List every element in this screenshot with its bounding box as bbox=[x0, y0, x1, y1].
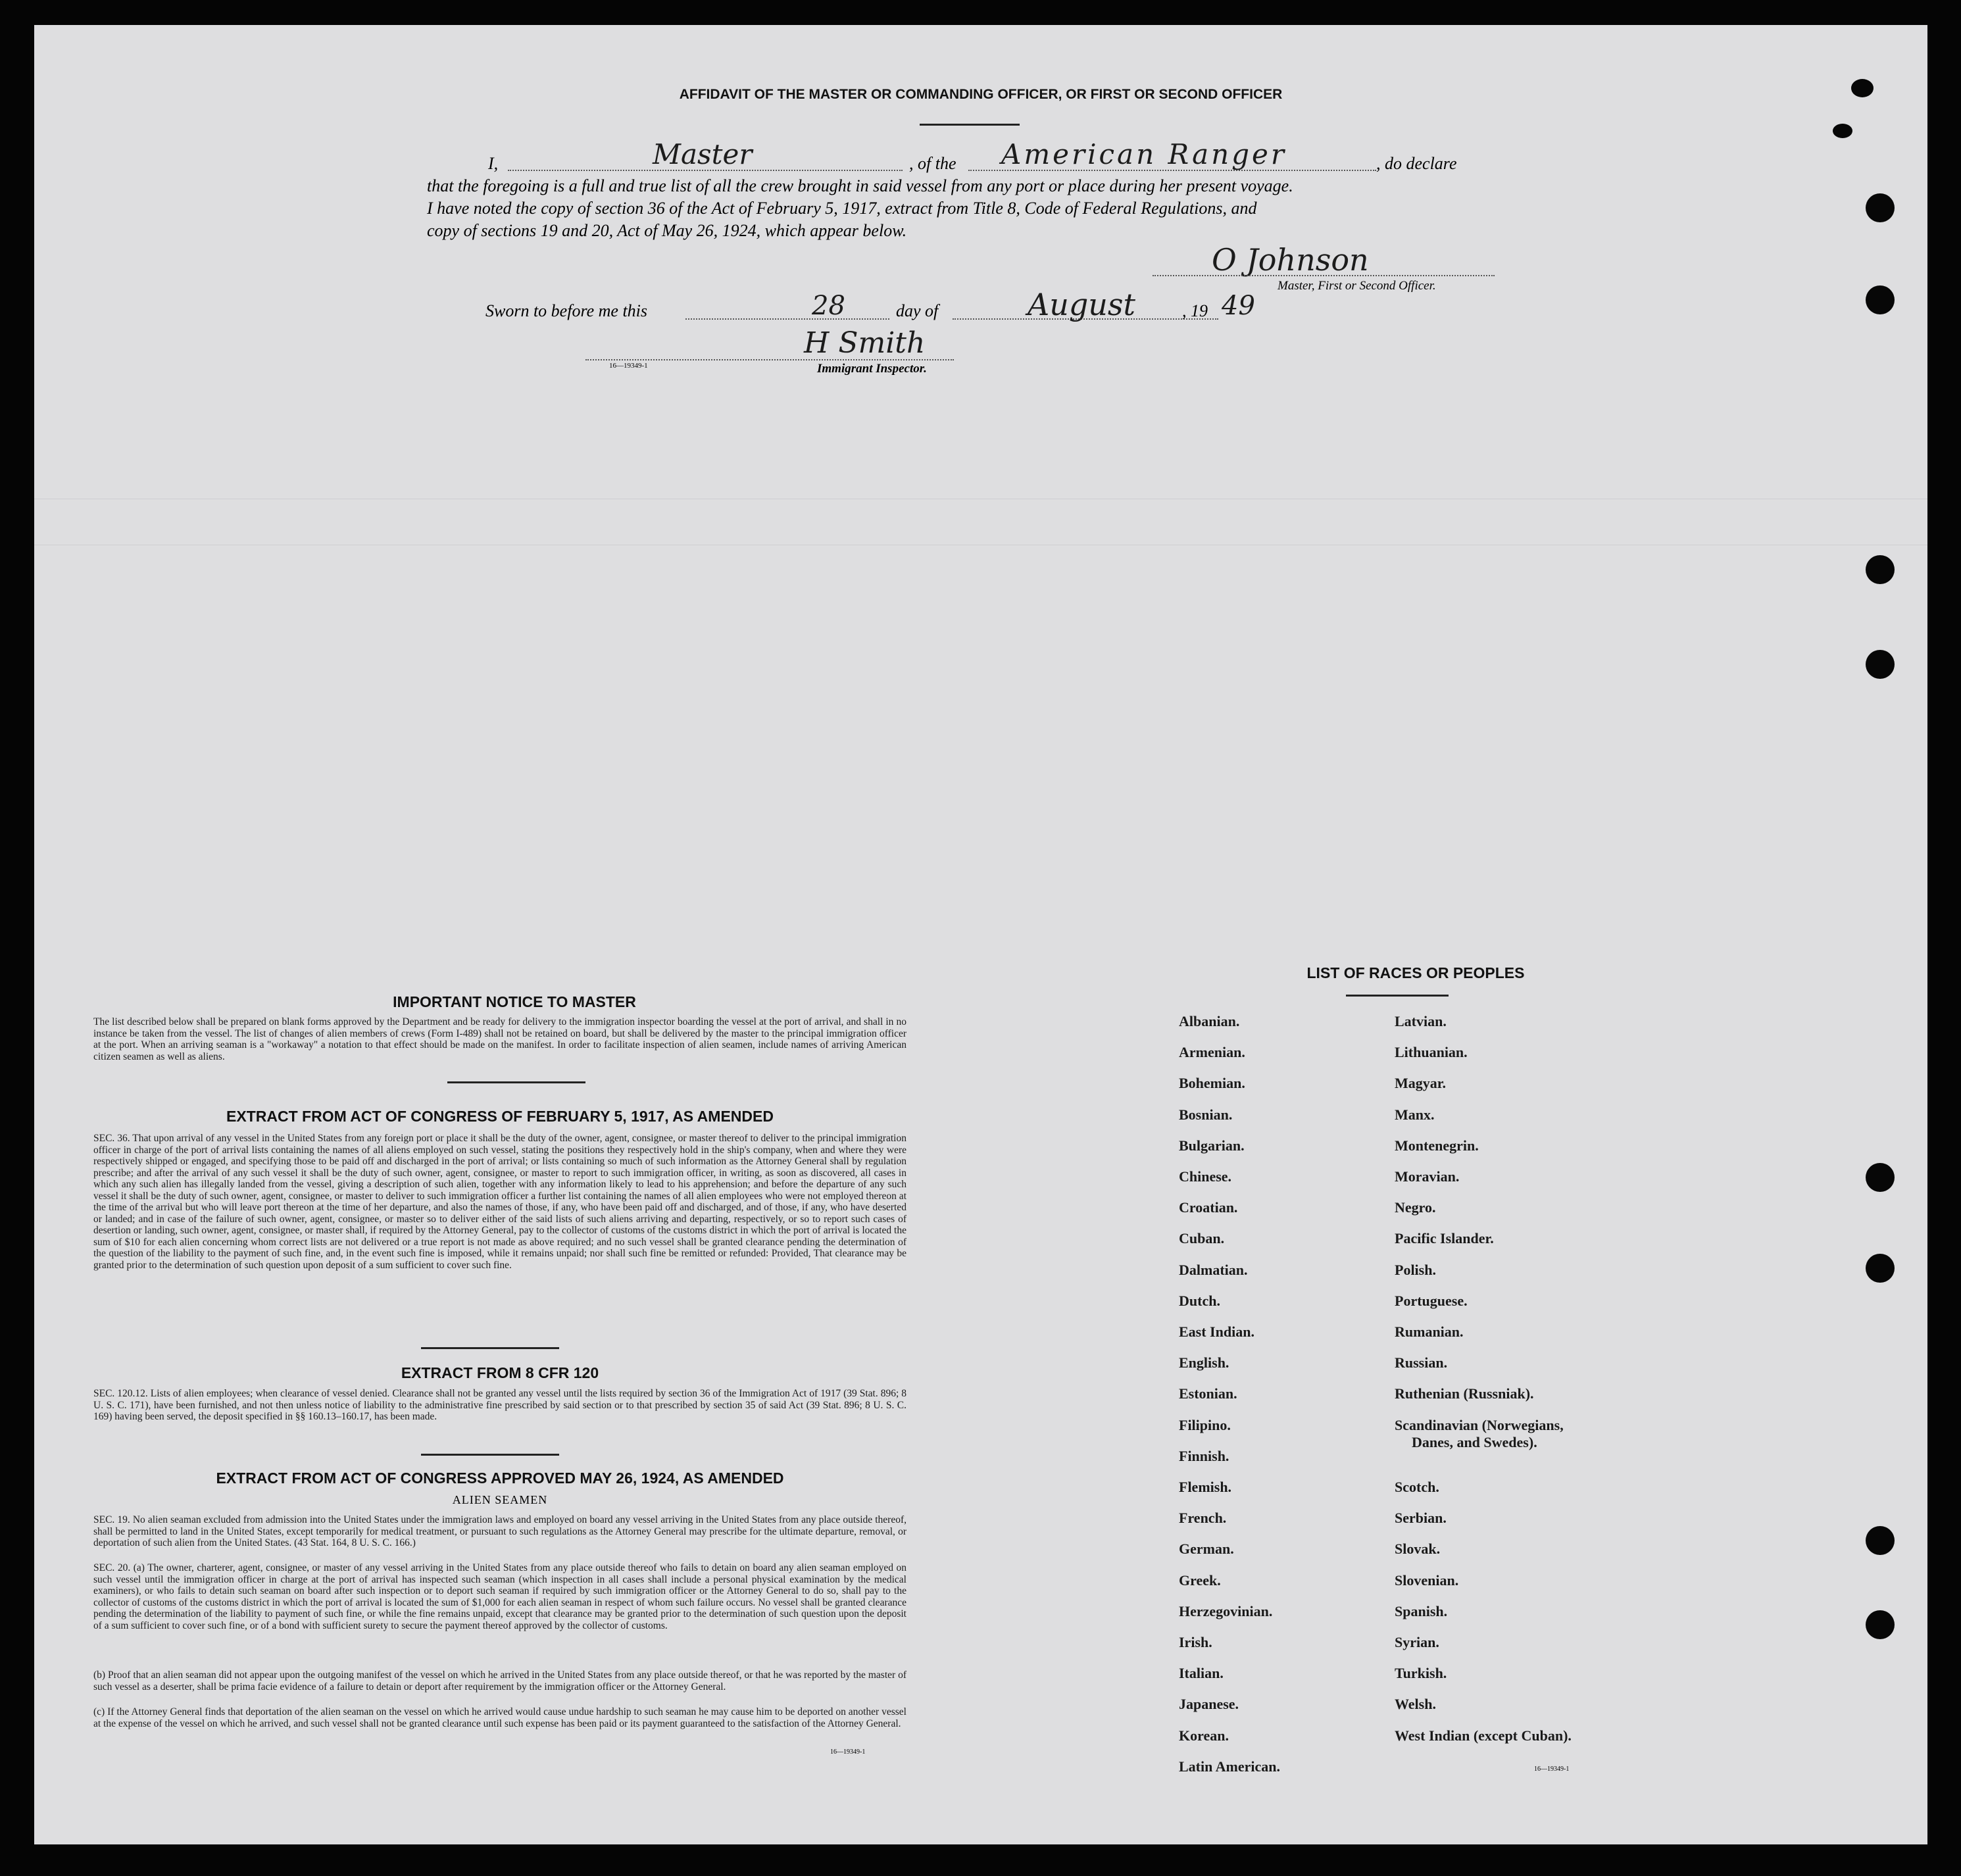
extract-1924-paragraph: (b) Proof that an alien seaman did not appear upon the outgoing manifest of the vessel on which he arrived in the United States from any place outside thereof, or that he was reported by the master of such vessel as a deserter, shall be prima facie evidence of a failure to detain or deport after requirement by the immigration officer or the Attorney General. bbox=[93, 1669, 906, 1692]
of-the-label: , of the bbox=[909, 154, 956, 173]
extract-1924-paragraph: SEC. 20. (a) The owner, charterer, agent, consignee, or master of any vessel arriving in the United States from any place outside thereof who fails to detain on board any alien seaman employed on such vessel until the immigration officer in charge at the port of arrival has inspected such seaman (which inspection in all cases shall include a personal physical examination by the medical examiners), or who fails to detain such seaman on board after such inspection or to deport such seaman if required by such immigration officer or the Attorney General to do so, shall pay to the collector of customs of the customs district in which the port of arrival is located the sum of $1,000 for each alien seaman in respect of whom such failure occurs. No vessel shall be granted clearance pending the determination of the liability to payment of such fine, or while the fine remains unpaid, except that clearance may be granted prior to the determination of such question upon the deposit of a sum sufficient to cover such fine, or of a bond with sufficient surety to secure the payment thereof approved by the collector of customs. bbox=[93, 1562, 906, 1631]
race-item: Armenian. bbox=[1179, 1044, 1245, 1061]
day-of-label: day of bbox=[896, 301, 939, 320]
race-item: Albanian. bbox=[1179, 1013, 1240, 1029]
extract-cfr-rule bbox=[421, 1454, 559, 1456]
extract-1917-title: EXTRACT FROM ACT OF CONGRESS OF FEBRUARY 5, 1917, AS AMENDED bbox=[226, 1108, 774, 1125]
race-item: Scandinavian (Norwegians, bbox=[1395, 1416, 1564, 1433]
title-rule bbox=[920, 124, 1020, 126]
race-item: Bohemian. bbox=[1179, 1075, 1245, 1092]
race-item: Flemish. bbox=[1179, 1479, 1232, 1495]
race-item: West Indian (except Cuban). bbox=[1395, 1727, 1572, 1744]
race-item: Slovak. bbox=[1395, 1541, 1441, 1558]
races-rule bbox=[1346, 995, 1449, 997]
race-item: Croatian. bbox=[1179, 1199, 1238, 1216]
sworn-day-line bbox=[685, 318, 889, 320]
race-item: Korean. bbox=[1179, 1727, 1229, 1744]
races-title: LIST OF RACES OR PEOPLES bbox=[1306, 964, 1525, 981]
race-item: Latin American. bbox=[1179, 1758, 1280, 1775]
punch-hole bbox=[1866, 1163, 1895, 1192]
race-item: Syrian. bbox=[1395, 1634, 1439, 1650]
race-item: Ruthenian (Russniak). bbox=[1395, 1385, 1534, 1402]
extract-cfr-text: SEC. 120.12. Lists of alien employees; when clearance of vessel denied. Clearance shall not be granted any vessel until the lists required by section 36 of the Immigration Act of 1917 (39 Stat. 896; 8 U. S. C. 171), have been furnished, and not then unless notice of liability to the administrative fine prescribed by said section or to that prescribed by section 35 of said Act (39 Stat. 896; 8 U. S. C. 169) having been served, the deposit specified in §§ 160.13–160.17, has been made. bbox=[93, 1388, 906, 1422]
affidavit-form-number: 16—19349-1 bbox=[609, 362, 648, 370]
punch-hole bbox=[1866, 1526, 1895, 1555]
punch-hole bbox=[1866, 1254, 1895, 1283]
sworn-month-handwriting: August bbox=[1028, 287, 1136, 322]
race-item: Moravian. bbox=[1395, 1168, 1460, 1185]
race-item: Lithuanian. bbox=[1395, 1044, 1468, 1061]
race-item: Russian. bbox=[1395, 1354, 1448, 1371]
punch-hole bbox=[1866, 285, 1895, 314]
race-item: Montenegrin. bbox=[1395, 1137, 1479, 1154]
race-item: Pacific Islander. bbox=[1395, 1230, 1494, 1247]
sworn-day-handwriting: 28 bbox=[812, 291, 845, 321]
extract-1924-title: EXTRACT FROM ACT OF CONGRESS APPROVED MAY 26, 1924, AS AMENDED bbox=[216, 1469, 784, 1487]
race-item: Scotch. bbox=[1395, 1479, 1439, 1495]
punch-hole bbox=[1866, 193, 1895, 222]
race-item: German. bbox=[1179, 1541, 1234, 1558]
affidavit-title: AFFIDAVIT OF THE MASTER OR COMMANDING OFFICER, OR FIRST OR SECOND OFFICER bbox=[679, 87, 1283, 102]
inspector-line bbox=[585, 359, 954, 360]
document-page bbox=[34, 25, 1927, 1844]
affidavit-line-3: I have noted the copy of section 36 of the Act of February 5, 1917, extract from Title 8, Code of Federal Regulations, and bbox=[427, 199, 1257, 218]
extract-form-number: 16—19349-1 bbox=[830, 1748, 866, 1756]
race-item: English. bbox=[1179, 1354, 1229, 1371]
race-item: Dalmatian. bbox=[1179, 1261, 1248, 1278]
race-item: Serbian. bbox=[1395, 1510, 1447, 1527]
race-item: Dutch. bbox=[1179, 1292, 1220, 1309]
race-item: Herzegovinian. bbox=[1179, 1602, 1273, 1619]
race-item: Bulgarian. bbox=[1179, 1137, 1245, 1154]
year-handwriting: 49 bbox=[1222, 291, 1255, 321]
race-item: Greek. bbox=[1179, 1571, 1221, 1589]
races-form-number: 16—19349-1 bbox=[1534, 1765, 1570, 1773]
punch-hole bbox=[1833, 124, 1852, 138]
extract-1917-rule bbox=[421, 1347, 559, 1349]
sworn-prefix: Sworn to before me this bbox=[485, 301, 648, 320]
race-item: French. bbox=[1179, 1510, 1227, 1527]
vessel-handwriting: American Ranger bbox=[1001, 138, 1287, 170]
race-item: Rumanian. bbox=[1395, 1323, 1464, 1340]
punch-hole bbox=[1866, 1610, 1895, 1639]
do-declare-label: , do declare bbox=[1376, 154, 1457, 173]
year-prefix: , 19 bbox=[1182, 301, 1208, 320]
race-item: Portuguese. bbox=[1395, 1292, 1468, 1309]
extract-1924-paragraph: (c) If the Attorney General finds that deportation of the alien seaman on the vessel on which he arrived would cause undue hardship to such seaman he may cause him to be deported on another vessel at the expense of the vessel on which he arrived, and such vessel shall not be granted clearance until such expense has been paid or its payment guaranteed to the satisfaction of the Attorney General. bbox=[93, 1706, 906, 1729]
race-item: Cuban. bbox=[1179, 1230, 1225, 1247]
officer-signature-line bbox=[1153, 275, 1495, 276]
officer-caption: Master, First or Second Officer. bbox=[1278, 279, 1436, 293]
race-item: Chinese. bbox=[1179, 1168, 1232, 1185]
race-item: Italian. bbox=[1179, 1665, 1224, 1682]
race-item: Estonian. bbox=[1179, 1385, 1237, 1402]
race-item: Danes, and Swedes). bbox=[1412, 1433, 1537, 1450]
affidavit-line-2: that the foregoing is a full and true list of all the crew brought in said vessel from any port or place during her present voyage. bbox=[427, 176, 1293, 195]
extract-1924-paragraph: SEC. 19. No alien seaman excluded from admission into the United States under the immigration laws and employed on board any vessel arriving in the United States from any place outside thereof, shall be permitted to land in the United States, except temporarily for medical treatment, or pursuant to such regulations as the Attorney General may prescribe for the ultimate departure, removal, or deportation of such alien from the United States. (43 Stat. 164, 8 U. S. C. 166.) bbox=[93, 1514, 906, 1548]
extract-1924-subtitle: ALIEN SEAMEN bbox=[452, 1493, 548, 1506]
extract-1917-text: SEC. 36. That upon arrival of any vessel in the United States from any foreign port or place it shall be the duty of the owner, agent, consignee, or master thereof to deliver to the principal immigration officer in charge of the port of arrival lists containing the names of all aliens employed on such vessel, stating the positions they respectively hold in the ship's company, when and where they were respectively shipped or engaged, and specifying those to be paid off and discharged in the port of arrival; or lists containing so much of such information as the Attorney General shall by regulation prescribe; and after the arrival of any such vessel it shall be the duty of such owner, agent, consignee, or master to report to such immigration officer, in writing, as soon as discovered, all cases in which any such alien has illegally landed from the vessel, giving a description of such alien, together with any information likely to lead to his apprehension; and before the departure of any such vessel it shall be the duty of such owner, agent, consignee, or master to deliver to such immigration officer a further list containing the names of all alien employees who were not employed thereon at the time of the arrival but who will leave port thereon at the time of her departure, and also the names of those, if any, who have been paid off and discharged, and of those, if any, who have deserted or landed; and in case of the failure of such owner, agent, consignee, or master so to deliver either of the said lists of such aliens arriving and departing, respectively, or so to report such cases of desertion or landing, such owner, agent, consignee, or master shall, if required by the Attorney General, pay to the collector of customs of the customs district in which the port of arrival is located the sum of $10 for each alien concerning whom correct lists are not delivered or a true report is not made as above required; and no such vessel shall be granted clearance pending the determination of the question of the liability to the payment of such fine, and, in the event such fine is imposed, while it remains unpaid; nor shall such fine be remitted or refunded: Provided, That clearance may be granted prior to the determination of such question upon deposit of a sum sufficient to cover such fine. bbox=[93, 1133, 906, 1271]
notice-title: IMPORTANT NOTICE TO MASTER bbox=[393, 993, 636, 1010]
extract-cfr-title: EXTRACT FROM 8 CFR 120 bbox=[401, 1364, 599, 1381]
race-item: Negro. bbox=[1395, 1199, 1436, 1216]
race-item: Spanish. bbox=[1395, 1602, 1448, 1619]
race-item: Turkish. bbox=[1395, 1665, 1447, 1682]
race-item: Magyar. bbox=[1395, 1075, 1447, 1092]
race-item: Slovenian. bbox=[1395, 1571, 1459, 1589]
race-item: Japanese. bbox=[1179, 1696, 1239, 1713]
race-item: Latvian. bbox=[1395, 1013, 1447, 1029]
race-item: Filipino. bbox=[1179, 1416, 1231, 1433]
declarant-handwriting: Master bbox=[653, 138, 753, 170]
race-item: Welsh. bbox=[1395, 1696, 1436, 1713]
race-item: Finnish. bbox=[1179, 1447, 1229, 1464]
punch-hole bbox=[1866, 555, 1895, 584]
punch-hole bbox=[1851, 79, 1874, 97]
race-item: Polish. bbox=[1395, 1261, 1436, 1278]
officer-signature: O Johnson bbox=[1212, 242, 1369, 278]
inspector-signature: H Smith bbox=[804, 326, 926, 360]
race-item: Bosnian. bbox=[1179, 1106, 1233, 1123]
i-prefix: I, bbox=[488, 154, 499, 173]
notice-text: The list described below shall be prepared on blank forms approved by the Department and be ready for delivery to the immigration inspector boarding the vessel at the port of arrival, and shall in no instance be taken from the vessel. The list of changes of alien members of crews (Form I-489) shall not be retained on board, but shall be delivered by the master to the principal immigration officer at the port. When an arriving seaman is a "workaway" a notation to that effect should be made on the manifest. In order to facilitate inspection of alien seamen, include names of arriving American citizen seamen as well as aliens. bbox=[93, 1016, 906, 1062]
race-item: Manx. bbox=[1395, 1106, 1435, 1123]
punch-hole bbox=[1866, 650, 1895, 679]
race-item: Irish. bbox=[1179, 1634, 1212, 1650]
affidavit-line-4: copy of sections 19 and 20, Act of May 26, 1924, which appear below. bbox=[427, 221, 907, 240]
inspector-caption: Immigrant Inspector. bbox=[817, 362, 927, 376]
notice-rule bbox=[447, 1081, 585, 1083]
race-item: East Indian. bbox=[1179, 1323, 1254, 1340]
